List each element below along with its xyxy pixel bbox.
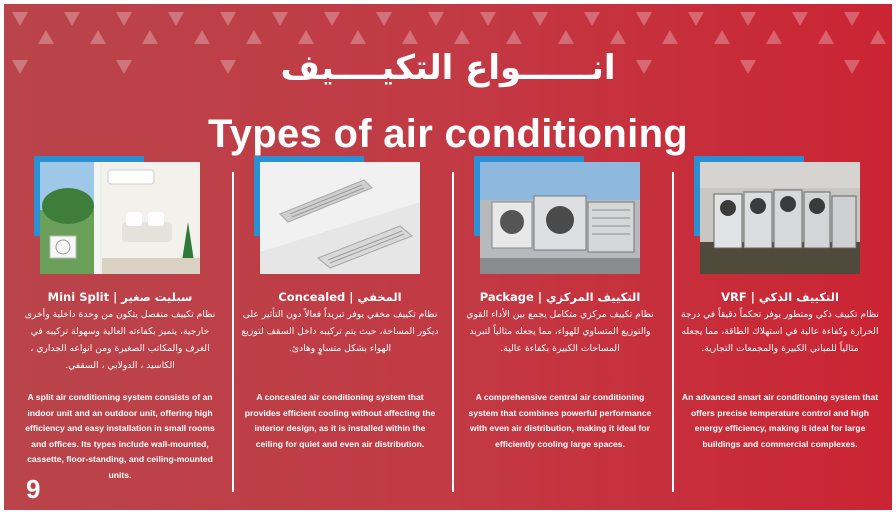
card-description-english: A comprehensive central air conditioning system that combines powerful performance with even air distribution, making it ideal for efficiently cooling large spaces.: [468, 392, 652, 449]
page-title-arabic: انــــــواع التكيــــيف: [280, 48, 616, 88]
page-number: 9: [26, 474, 41, 504]
card-vrf: [672, 162, 888, 449]
card-description-arabic: نظام تكييف منفصل يتكون من وحدة داخلية وأخرى خارجية، يتميز بكفاءته العالية وسهولة تركيبه في الغرف والمكاتب الصغيرة ومن انواعه الجداري ، الكاسيد ، الدولابي ، السقفي.: [24, 309, 216, 371]
card-title: سبليت صغير | Mini Split: [47, 290, 193, 304]
card-title: التكييف المركزي | Package: [479, 290, 641, 304]
card-description-arabic: نظام تكييف ذكي ومتطور يوفر تحكماً دقيقاً في درجة الحرارة وكفاءة عالية في استهلاك الطاقة، مما يجعله مثالياً للمباني الكبيرة والمجمعات التجارية.: [681, 309, 879, 354]
page-title-english: Types of air conditioning: [207, 112, 689, 156]
package-image: [480, 162, 640, 274]
card-package: [452, 162, 668, 449]
card-description-english: A split air conditioning system consists of an indoor unit and an outdoor unit, offering high efficiency and easy installation in small rooms and offices. Its types include wall-mounted, cassette, floor-standing, and ceiling-mounted units.: [25, 392, 215, 480]
card-description-english: A concealed air conditioning system that provides efficient cooling without affecting the interior design, as it is installed within the ceiling for quiet and even air distribution.: [244, 392, 436, 449]
mini-split-image: [40, 162, 200, 274]
card-mini-split: [12, 162, 228, 480]
card-description-arabic: نظام تكييف مخفي يوفر تبريداً فعالاً دون التأثير على ديكور المساحة، حيث يتم تركيبه داخل السقف لتوزيع الهواء بشكل متساوٍ وهادئ.: [241, 309, 439, 354]
vrf-image: [700, 162, 860, 274]
card-description-arabic: نظام تكييف مركزي متكامل يجمع بين الأداء القوي والتوزيع المتساوي للهواء، مما يجعله مثالياً لتبريد المساحات الكبيرة بكفاءة عالية.: [466, 309, 654, 354]
concealed-image: [260, 162, 420, 274]
card-title: التكييف الذكي | VRF: [721, 290, 839, 304]
slide-page: [4, 4, 892, 510]
card-description-english: An advanced smart air conditioning system that offers precise temperature control and high energy efficiency, making it ideal for large buildings and commercial complexes.: [681, 392, 879, 449]
card-title: المخفي | Concealed: [278, 290, 402, 304]
card-concealed: [232, 162, 448, 449]
